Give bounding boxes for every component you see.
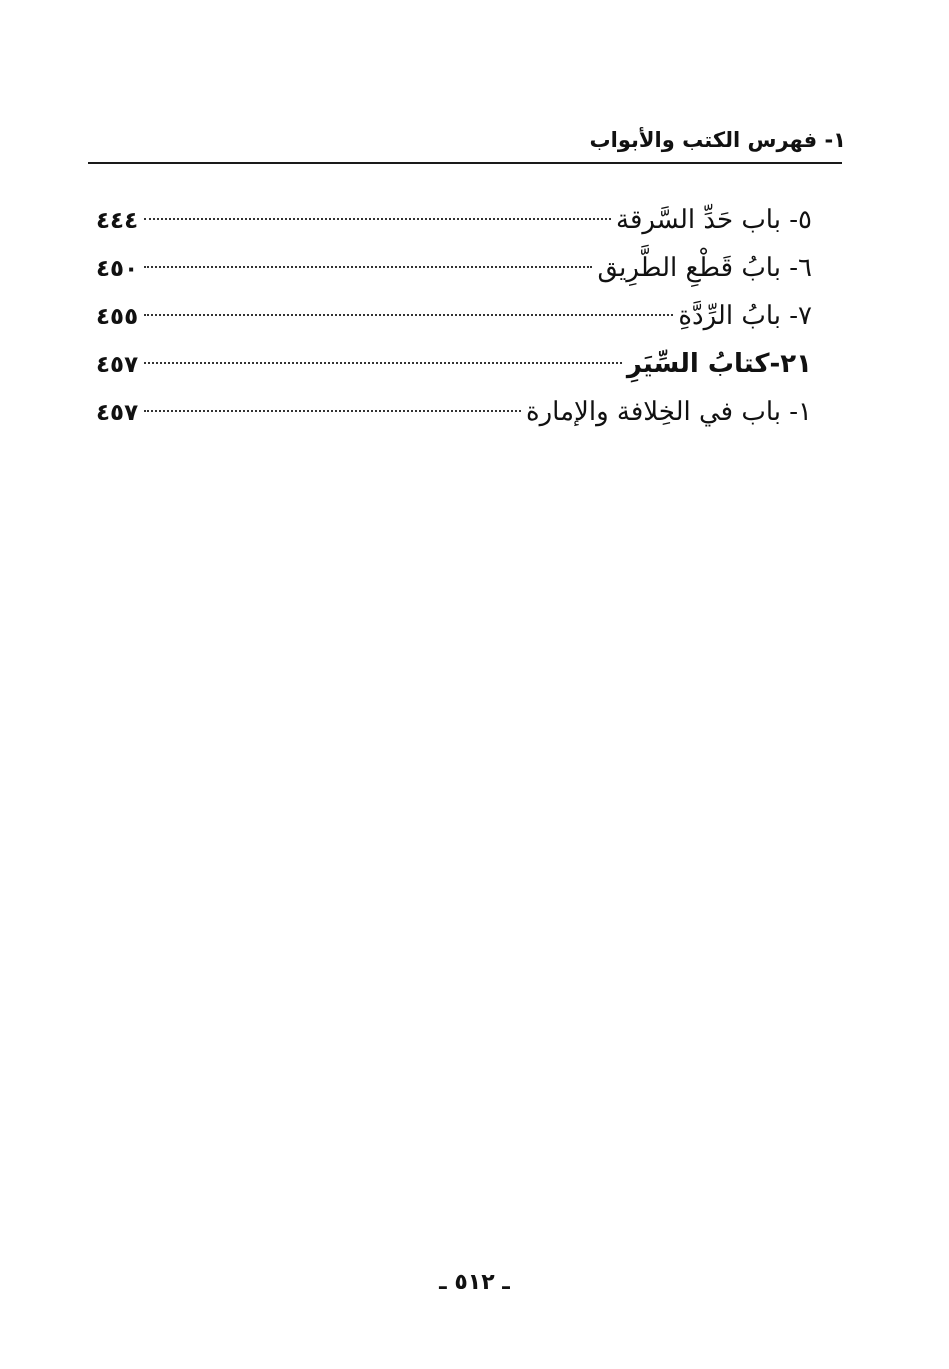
toc-entry-title: ١- باب في الخِلافة والإمارة bbox=[526, 397, 812, 427]
toc-entry-page: ٤٥٠ bbox=[96, 256, 139, 282]
dot-leader bbox=[144, 314, 673, 316]
header-divider bbox=[88, 162, 842, 164]
page-number: ـ ٥١٢ ـ bbox=[439, 1270, 510, 1295]
toc-entry-title: ٥- باب حَدِّ السَّرقة bbox=[616, 205, 812, 235]
toc-entry-title: ٧- بابُ الرِّدَّةِ bbox=[678, 301, 812, 331]
toc-entry-page: ٤٤٤ bbox=[96, 208, 139, 234]
running-header-title: ١- فهرس الكتب والأبواب bbox=[589, 128, 846, 152]
toc-entry-page: ٤٥٥ bbox=[96, 304, 139, 330]
toc-entry-title: ٦- بابُ قَطْعِ الطَّرِيق bbox=[597, 253, 812, 283]
toc-chapter-title: ٢١-كتابُ السِّيَرِ bbox=[626, 349, 812, 379]
dot-leader bbox=[144, 218, 611, 220]
toc-entry bbox=[96, 244, 812, 292]
toc-entry bbox=[96, 196, 812, 244]
dot-leader bbox=[144, 410, 521, 412]
toc-entry bbox=[96, 388, 812, 436]
toc-chapter-entry bbox=[96, 340, 812, 388]
dot-leader bbox=[144, 362, 622, 364]
table-of-contents bbox=[96, 196, 812, 436]
toc-entry-page: ٤٥٧ bbox=[96, 352, 139, 378]
dot-leader bbox=[144, 266, 592, 268]
toc-entry bbox=[96, 292, 812, 340]
toc-entry-page: ٤٥٧ bbox=[96, 400, 139, 426]
